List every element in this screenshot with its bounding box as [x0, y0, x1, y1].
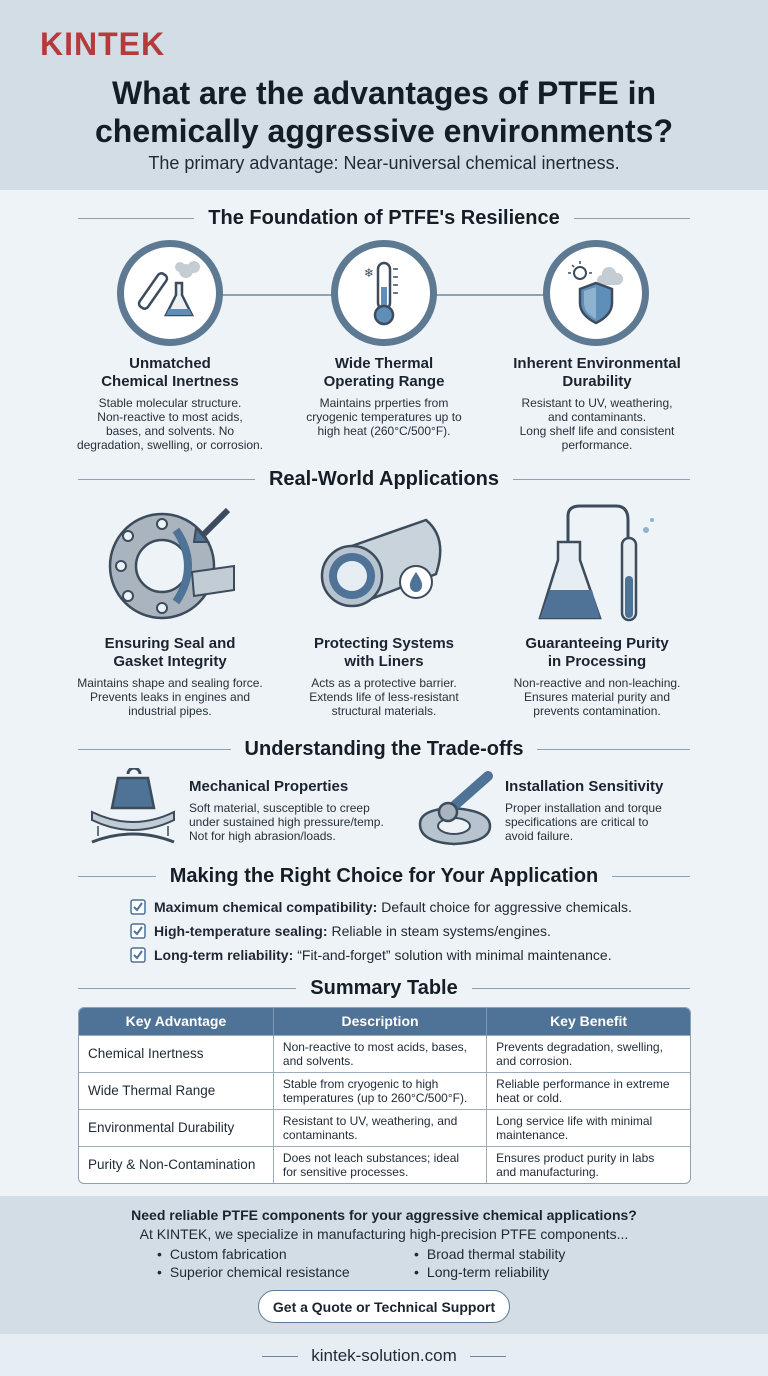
brand-name: KINTEK [40, 26, 166, 62]
list-item: • Long-term reliability [414, 1264, 565, 1282]
svg-text:❄: ❄ [364, 266, 375, 280]
application-seal-gasket: Ensuring Seal and Gasket Integrity Maintains shape and sealing force. Prevents leaks in engines and industrial pipes. [77, 635, 263, 718]
table-header-row [79, 1008, 690, 1035]
flange-gasket-icon [104, 502, 244, 633]
checkbox-icon [130, 899, 146, 915]
cta-bullets-left [157, 1246, 350, 1282]
column-header: Key Benefit [487, 1008, 690, 1035]
cta-bullets-right [414, 1246, 565, 1282]
application-purity: Guaranteeing Purity in Processing Non-reactive and non-leaching. Ensures material purity and prevents contamination. [513, 635, 681, 718]
checkbox-icon [130, 923, 146, 939]
lab-glassware-icon [536, 502, 666, 631]
brand-logo[interactable] [40, 26, 165, 63]
feature-environmental-durability: Inherent Environmental Durability Resistant to UV, weathering, and contaminants. Long shelf life and consistent performance. [513, 355, 681, 452]
list-item: High-temperature sealing: Reliable in steam systems/engines. [130, 919, 730, 943]
title-line-2: chemically aggressive environments? [94, 113, 674, 149]
tradeoff-mechanical: Mechanical Properties Soft material, susceptible to creep under sustained high pressure/temp. Not for high abrasion/loads. [189, 778, 384, 843]
column-header: Key Advantage [79, 1008, 273, 1035]
connector-line [222, 294, 332, 296]
page-title [0, 74, 768, 150]
wrench-gasket-icon [410, 768, 500, 857]
page-subtitle: The primary advantage: Near-universal chemical inertness. [148, 153, 620, 173]
tradeoffs-heading: Understanding the Trade-offs [78, 735, 690, 763]
cta-subtitle: At KINTEK, we specialize in manufacturing high-precision PTFE components... [139, 1226, 629, 1242]
application-liners: Protecting Systems with Liners Acts as a protective barrier. Extends life of less-resistant structural materials. [309, 635, 459, 718]
quote-support-button[interactable]: Get a Quote or Technical Support [258, 1290, 510, 1323]
tradeoff-installation: Installation Sensitivity Proper installation and torque specifications are critical to avoid failure. [505, 778, 664, 843]
title-line-1: What are the advantages of PTFE in [111, 75, 657, 111]
table-row: Environmental Durability Resistant to UV, weathering, and contaminants. Long service life with minimal maintenance. [79, 1109, 690, 1146]
cta-title: Need reliable PTFE components for your aggressive chemical applications? [131, 1207, 637, 1223]
list-item: • Custom fabrication [157, 1246, 350, 1264]
website-link[interactable]: kintek-solution.com [311, 1346, 457, 1365]
flask-icon [117, 240, 223, 346]
list-item: • Broad thermal stability [414, 1246, 565, 1264]
checkbox-icon [130, 947, 146, 963]
table-row: Chemical Inertness Non-reactive to most acids, bases, and solvents. Prevents degradation, swelling, and corrosion. [79, 1035, 690, 1072]
foundation-heading: The Foundation of PTFE's Resilience [78, 204, 690, 232]
thermometer-icon [331, 240, 437, 346]
weight-deform-icon [88, 768, 178, 857]
feature-thermal-range: Wide Thermal Operating Range Maintains prperties from cryogenic temperatures up to high heat (260°C/500°F). [306, 355, 462, 438]
lined-pipe-icon [316, 508, 456, 623]
shield-weather-icon [543, 240, 649, 346]
list-item: Maximum chemical compatibility: Default choice for aggressive chemicals. [130, 895, 730, 919]
table-row: Wide Thermal Range Stable from cryogenic to high temperatures (up to 260°C/500°F). Reliable performance in extreme heat or cold. [79, 1072, 690, 1109]
feature-chemical-inertness: Unmatched Chemical Inertness Stable molecular structure. Non-reactive to most acids, bases, and solvents. No degradation, swelling, or corrosion. [76, 355, 264, 452]
choice-heading: Making the Right Choice for Your Application [78, 862, 690, 890]
summary-heading: Summary Table [78, 974, 690, 1002]
choice-list [130, 895, 730, 967]
summary-table [78, 1007, 691, 1184]
column-header: Description [273, 1008, 486, 1035]
applications-heading: Real-World Applications [78, 465, 690, 493]
list-item: • Superior chemical resistance [157, 1264, 350, 1282]
list-item: Long-term reliability: “Fit-and-forget” solution with minimal maintenance. [130, 943, 730, 967]
table-row: Purity & Non-Contamination Does not leach substances; ideal for sensitive processes. Ensures product purity in labs and manufacturing. [79, 1146, 690, 1183]
connector-line [436, 294, 546, 296]
